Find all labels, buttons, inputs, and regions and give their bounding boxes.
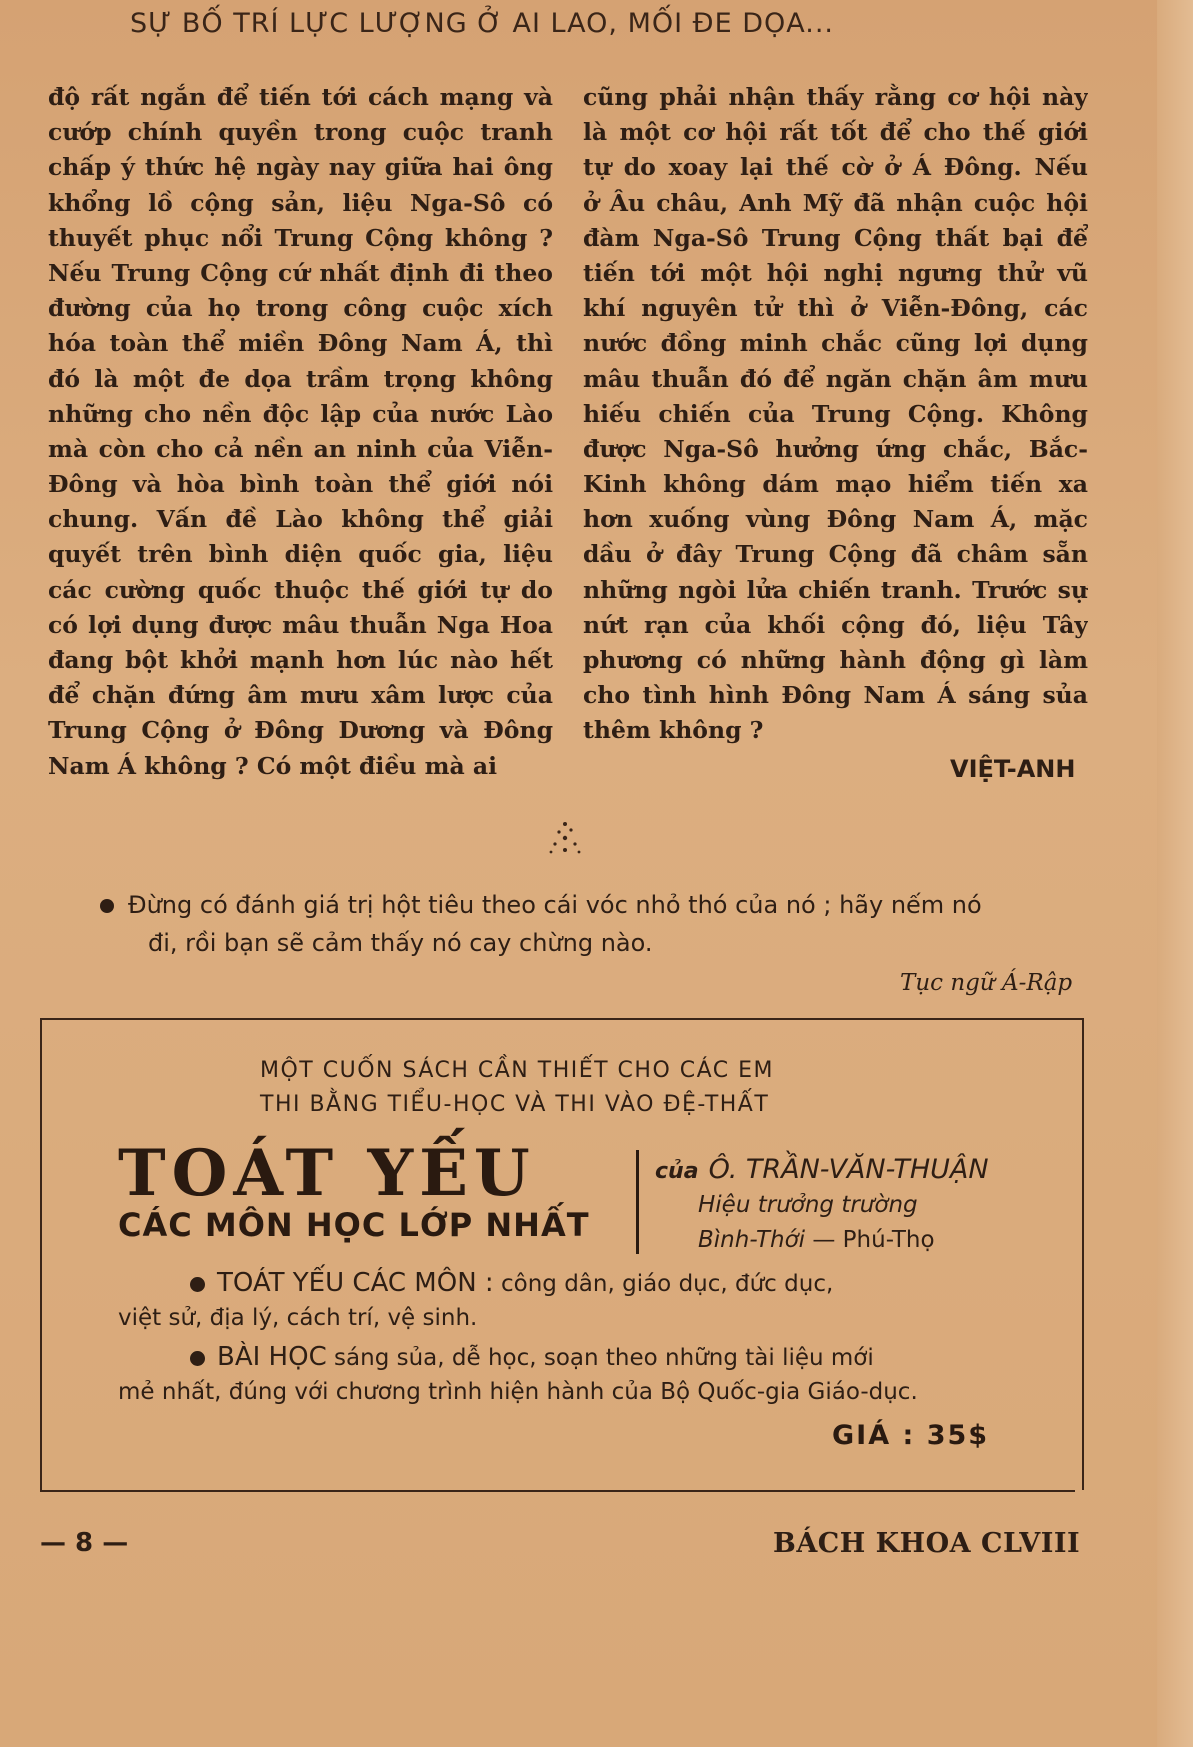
quote-line-1: Đừng có đánh giá trị hột tiêu theo cái vóc nhỏ thó của nó ; hãy nếm nó [128, 891, 982, 919]
author-place-separator: — [805, 1227, 843, 1253]
bullet-icon [190, 1351, 205, 1366]
article-line: mâu thuẫn đó để ngăn chặn âm mưu [583, 364, 1088, 393]
advert-divider [636, 1150, 639, 1254]
article-line: là một cơ hội rất tốt để cho thế giới [583, 118, 1088, 147]
advert-author [655, 1154, 989, 1185]
article-line: đang bột khởi mạnh hơn lúc nào hết [48, 646, 553, 674]
article-line: nước đồng minh chắc cũng lợi dụng [583, 329, 1088, 358]
advert-book-subtitle: CÁC MÔN HỌC LỚP NHẤT [118, 1206, 590, 1244]
article-line: đó là một đe dọa trầm trọng không [48, 364, 553, 393]
running-header: SỰ BỐ TRÍ LỰC LƯỢNG Ở AI LAO, MỐI ĐE DỌA... [130, 8, 835, 39]
article-line: hóa toàn thể miền Đông Nam Á, thì [48, 329, 553, 358]
journal-name: BÁCH KHOA CLVIII [773, 1528, 1081, 1559]
article-line: Đông và hòa bình toàn thể giới nói [48, 470, 553, 499]
article-line: đường của họ trong công cuộc xích [48, 294, 553, 323]
page-number: — 8 — [40, 1528, 129, 1558]
article-left-column [48, 80, 553, 784]
article-line: tự do xoay lại thế cờ ở Á Đông. Nếu [583, 153, 1088, 182]
article-line: phương có những hành động gì làm [583, 646, 1088, 674]
advert-price: GIÁ : 35$ [832, 1420, 990, 1451]
article-line: thêm không ? [583, 716, 764, 745]
article-line: hơn xuống vùng Đông Nam Á, mặc [583, 505, 1088, 534]
article-line: độ rất ngắn để tiến tới cách mạng và [48, 83, 553, 111]
article-line: Kinh không dám mạo hiểm tiến xa [583, 470, 1088, 499]
bullet-icon [190, 1277, 205, 1292]
article-line: chung. Vấn đề Lào không thể giải [48, 505, 553, 534]
advert-subtitle-1: MỘT CUỐN SÁCH CẦN THIẾT CHO CÁC EM [260, 1058, 775, 1083]
author-name: Ô. TRẦN-VĂN-THUẬN [708, 1154, 989, 1185]
quote-source: Tục ngữ Á-Rập [900, 970, 1073, 996]
article-line: quyết trên bình diện quốc gia, liệu [48, 540, 553, 569]
bullet-2-text: sáng sủa, dễ học, soạn theo những tài liệu mới [326, 1345, 874, 1371]
bullet-1-text: công dân, giáo dục, đức dục, [493, 1271, 834, 1297]
article-line: có lợi dụng được mâu thuẫn Nga Hoa [48, 610, 553, 639]
bullet-2-text-2: mẻ nhất, đúng với chương trình hiện hành của Bộ Quốc-gia Giáo-dục. [118, 1379, 918, 1405]
article-line: khí nguyên tử thì ở Viễn-Đông, các [583, 294, 1088, 323]
advert-book-title: TOÁT YẾU [118, 1136, 536, 1211]
article-line: các cường quốc thuộc thế giới tự do [48, 575, 553, 604]
article-line: mà còn cho cả nền an ninh của Viễn- [48, 434, 553, 463]
proverb-quote [100, 886, 1090, 962]
article-line: dầu ở đây Trung Cộng đã châm sẵn [583, 540, 1088, 569]
article-line: những ngòi lửa chiến tranh. Trước sự [583, 575, 1088, 604]
article-line: ở Âu châu, Anh Mỹ đã nhận cuộc hội [583, 188, 1088, 217]
advert-subtitle-2: THI BẰNG TIỂU-HỌC VÀ THI VÀO ĐỆ-THẤT [260, 1092, 770, 1117]
article-line: hiếu chiến của Trung Cộng. Không [583, 399, 1088, 428]
ornament-icon [545, 818, 585, 858]
advert-bullet-2 [118, 1340, 1018, 1409]
paper-edge [1157, 0, 1193, 1747]
advert-bottom-rule [40, 1490, 1075, 1492]
author-school: Bình-Thới [698, 1227, 806, 1253]
bullet-2-lead: BÀI HỌC [217, 1342, 327, 1372]
author-role: Hiệu trưởng trường [698, 1192, 918, 1218]
article-right-column [583, 80, 1088, 749]
article-line: cướp chính quyền trong cuộc tranh [48, 118, 553, 147]
article-line: cũng phải nhận thấy rằng cơ hội này [583, 83, 1088, 111]
author-prefix: của [655, 1159, 699, 1184]
article-line: cho tình hình Đông Nam Á sáng sủa [583, 681, 1088, 710]
article-line: thuyết phục nổi Trung Cộng không ? [48, 223, 553, 252]
article-line: Trung Cộng ở Đông Dương và Đông [48, 716, 553, 745]
article-signature: VIỆT-ANH [950, 755, 1076, 783]
author-place [698, 1227, 935, 1253]
article-line: được Nga-Sô hưởng ứng chắc, Bắc- [583, 434, 1088, 463]
article-line: tiến tới một hội nghị ngưng thử vũ [583, 258, 1088, 287]
article-line: chấp ý thức hệ ngày nay giữa hai ông [48, 153, 553, 182]
article-line: để chặn đứng âm mưu xâm lược của [48, 681, 553, 710]
article-line: nứt rạn của khối cộng đó, liệu Tây [583, 610, 1088, 639]
bullet-1-lead: TOÁT YẾU CÁC MÔN : [217, 1268, 494, 1298]
article-line: những cho nền độc lập của nước Lào [48, 399, 553, 428]
article-line: đàm Nga-Sô Trung Cộng thất bại để [583, 223, 1088, 252]
quote-line-2: đi, rồi bạn sẽ cảm thấy nó cay chừng nào. [148, 929, 653, 957]
bullet-1-text-2: việt sử, địa lý, cách trí, vệ sinh. [118, 1305, 478, 1331]
article-line: khổng lồ cộng sản, liệu Nga-Sô có [48, 188, 553, 217]
bullet-icon [100, 899, 114, 913]
author-province: Phú-Thọ [842, 1227, 935, 1253]
article-line: Nam Á không ? Có một điều mà ai [48, 751, 498, 780]
advert-bullet-1 [118, 1266, 1018, 1335]
article-line: Nếu Trung Cộng cứ nhất định đi theo [48, 258, 553, 287]
